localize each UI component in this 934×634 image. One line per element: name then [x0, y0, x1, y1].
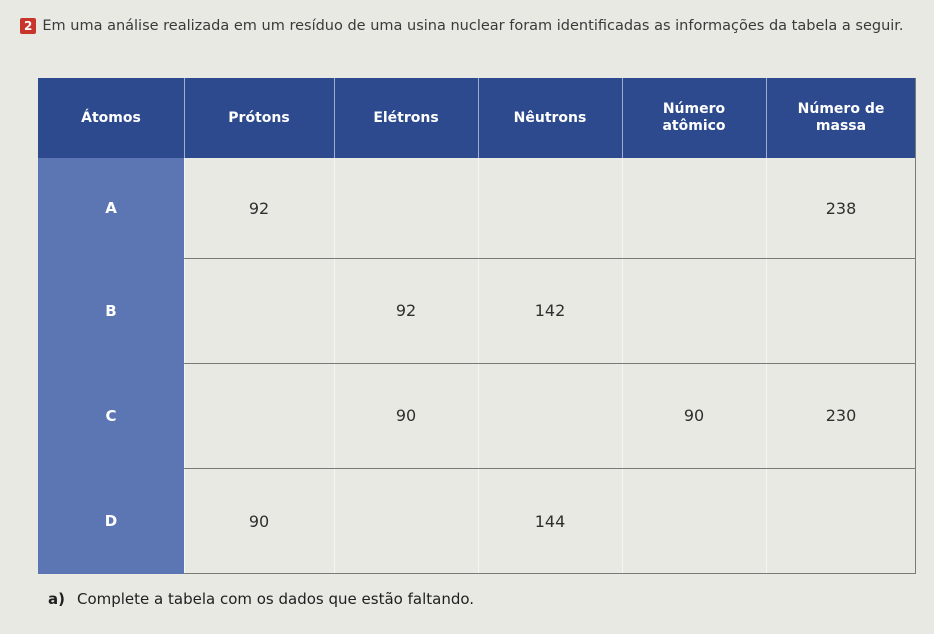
table-cell[interactable]: [334, 468, 478, 574]
table-header-5: Número de massa: [797, 101, 885, 134]
grid-line: [184, 258, 916, 259]
table-header-4: Número atômico: [662, 101, 726, 134]
grid-line: [184, 363, 916, 364]
table-cell[interactable]: [478, 363, 622, 468]
grid-line: [184, 573, 916, 574]
table-cell[interactable]: [334, 158, 478, 258]
data-table: [38, 78, 916, 574]
question-header: [20, 16, 920, 36]
table-cell[interactable]: 142: [534, 301, 566, 320]
table-cell[interactable]: [766, 468, 916, 574]
table-cell[interactable]: [622, 258, 766, 363]
grid-line: [915, 78, 916, 574]
table-cell[interactable]: 90: [683, 406, 705, 425]
question-number: 2: [20, 18, 36, 34]
table-header-0: Átomos: [81, 109, 141, 126]
table-cell[interactable]: [478, 158, 622, 258]
table-header-2: Elétrons: [373, 109, 439, 126]
grid-line: [622, 78, 623, 574]
table-header-1: Prótons: [228, 109, 290, 126]
table-cell[interactable]: 238: [825, 198, 857, 218]
table-cell[interactable]: 92: [395, 301, 417, 320]
grid-line: [766, 78, 767, 574]
instruction-text: Complete a tabela com os dados que estão faltando.: [76, 590, 475, 608]
grid-line: [184, 78, 185, 574]
table-cell[interactable]: [184, 258, 334, 363]
table-cell[interactable]: [766, 258, 916, 363]
grid-line: [184, 468, 916, 469]
table-cell[interactable]: 90: [395, 406, 417, 425]
row-label: C: [105, 406, 117, 425]
question-text: Em uma análise realizada em um resíduo de uma usina nuclear foram identificadas as informações da tabela a seguir.: [42, 18, 904, 34]
table-cell[interactable]: [622, 158, 766, 258]
table-cell[interactable]: 92: [248, 198, 270, 218]
row-label: B: [105, 301, 117, 320]
row-label: D: [104, 512, 118, 530]
table-header-3: Nêutrons: [513, 109, 587, 126]
row-label: A: [105, 199, 117, 217]
instruction-letter: a): [48, 590, 65, 608]
table-cell[interactable]: [184, 363, 334, 468]
table-cell[interactable]: 90: [248, 511, 270, 531]
table-cell[interactable]: 144: [534, 511, 566, 531]
table-cell[interactable]: 230: [825, 406, 857, 425]
grid-line: [334, 78, 335, 574]
instruction: [48, 590, 474, 608]
grid-line: [478, 78, 479, 574]
table-cell[interactable]: [622, 468, 766, 574]
